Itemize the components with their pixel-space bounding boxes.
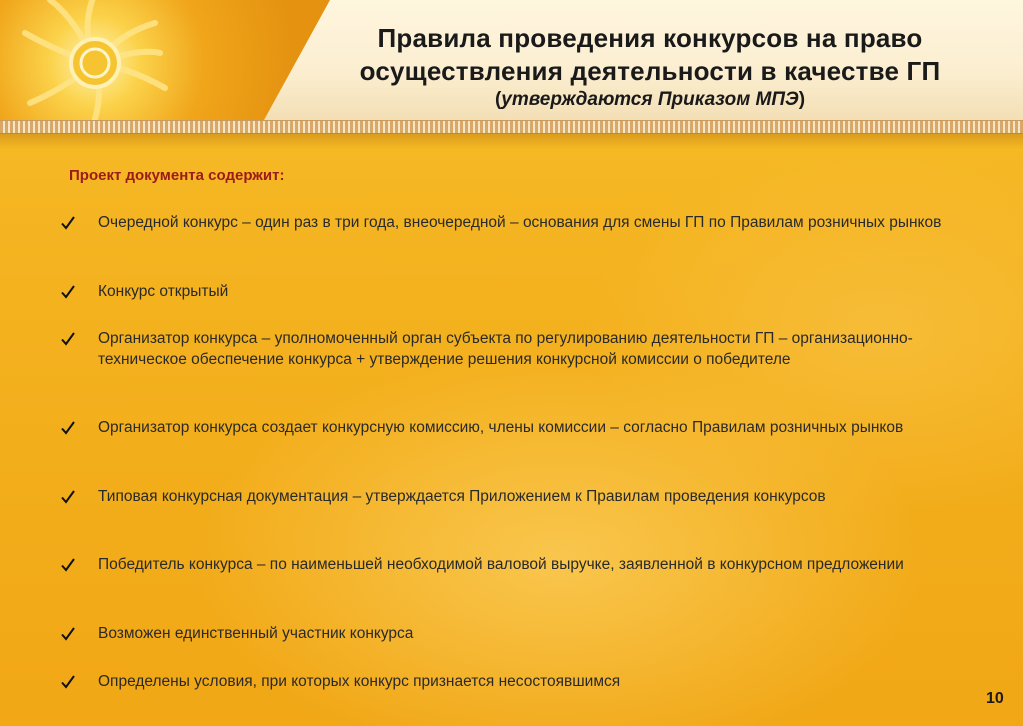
checkmark-icon [60, 215, 76, 231]
subtitle-close-paren: ) [798, 89, 806, 110]
list-item [60, 213, 960, 234]
list-item-text: Победитель конкурса – по наименьшей необходимой валовой выручке, заявленной в конкурсном предложении [98, 556, 904, 573]
checkmark-icon [60, 489, 76, 505]
slide-title [320, 22, 980, 112]
checkmark-icon [60, 626, 76, 642]
list-item-text: Очередной конкурс – один раз в три года, внеочередной – основания для смены ГП по Правилам розничных рынков [98, 214, 942, 231]
title-line-2: осуществления деятельности в качестве ГП [359, 56, 941, 86]
subtitle-text: утверждаются Приказом МПЭ [501, 89, 799, 110]
list-item-text: Возможен единственный участник конкурса [98, 625, 414, 642]
checkmark-icon [60, 674, 76, 690]
list-item [60, 487, 960, 508]
list-item [60, 282, 960, 303]
checkmark-icon [60, 557, 76, 573]
slide-subtitle [320, 88, 980, 112]
checkmark-icon [60, 420, 76, 436]
list-item-text: Типовая конкурсная документация – утверждается Приложением к Правилам проведения конкурсов [98, 488, 826, 505]
sun-logo-icon [20, 0, 170, 138]
intro-heading: Проект документа содержит: [69, 167, 285, 184]
list-item-text: Определены условия, при которых конкурс признается несостоявшимся [98, 673, 621, 690]
header-gold-panel [0, 0, 330, 120]
checkmark-icon [60, 331, 76, 347]
page-number: 10 [986, 690, 1004, 707]
slide-header [0, 0, 1023, 120]
list-item [60, 329, 960, 370]
list-item-text: Организатор конкурса – уполномоченный орган субъекта по регулированию деятельности ГП – организационно-техническое обеспечение конкурса + утверждение решения конкурсной комиссии о победителе [98, 330, 913, 368]
list-item [60, 624, 960, 645]
list-item-text: Конкурс открытый [98, 283, 229, 300]
list-item [60, 555, 960, 576]
header-shadow [0, 133, 1023, 149]
list-item [60, 418, 960, 439]
title-line-1: Правила проведения конкурсов на право [377, 23, 923, 53]
list-item-text: Организатор конкурса создает конкурсную комиссию, члены комиссии – согласно Правилам розничных рынков [98, 419, 904, 436]
checkmark-icon [60, 284, 76, 300]
list-item [60, 672, 960, 693]
header-divider [0, 120, 1023, 134]
subtitle-open-paren: ( [494, 89, 502, 110]
